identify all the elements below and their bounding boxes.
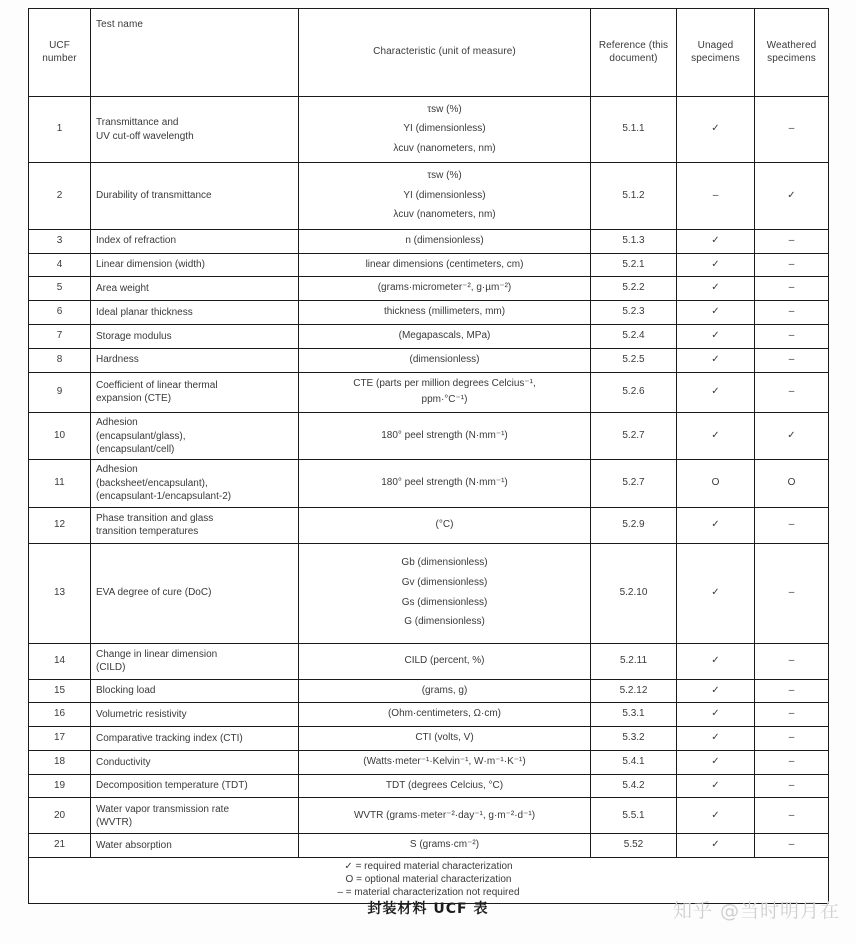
header-reference-line2: (this xyxy=(648,39,669,51)
test-name-line: Durability of transmittance xyxy=(96,190,212,202)
characteristic-line: ppm·°C⁻¹) xyxy=(421,394,468,406)
characteristic-line: τsw (%) xyxy=(427,169,462,181)
header-ucf-number-line2: number xyxy=(42,52,77,64)
cell-test-name xyxy=(91,727,299,751)
table-body xyxy=(29,97,829,858)
cell-ucf-number: 20 xyxy=(29,798,91,834)
header-weathered-specimens xyxy=(755,9,829,97)
header-reference xyxy=(591,9,677,97)
characteristic-line: τsw (%) xyxy=(427,103,462,115)
cell-ucf-number: 21 xyxy=(29,834,91,858)
cell-ucf-number: 18 xyxy=(29,750,91,774)
cell-unaged-marker: ✓ xyxy=(677,703,755,727)
characteristic-line: thickness (millimeters, mm) xyxy=(383,306,506,318)
cell-unaged-marker: ✓ xyxy=(677,413,755,460)
cell-characteristic xyxy=(299,679,591,703)
table-row xyxy=(29,348,829,372)
characteristic-line: (Watts·meter⁻¹·Kelvin⁻¹, W·m⁻¹·K⁻¹) xyxy=(363,755,526,767)
ucf-table xyxy=(28,8,829,904)
cell-reference: 5.1.1 xyxy=(591,97,677,163)
cell-unaged-marker: ✓ xyxy=(677,774,755,798)
cell-characteristic xyxy=(299,774,591,798)
characteristic-line: YI (dimensionless) xyxy=(403,123,486,135)
cell-characteristic xyxy=(299,834,591,858)
legend-line: O = optional material characterization xyxy=(345,874,512,886)
cell-reference: 5.2.6 xyxy=(591,372,677,413)
cell-unaged-marker: ✓ xyxy=(677,301,755,325)
cell-characteristic xyxy=(299,253,591,277)
cell-ucf-number: 4 xyxy=(29,253,91,277)
cell-reference: 5.2.10 xyxy=(591,543,677,643)
cell-ucf-number: 6 xyxy=(29,301,91,325)
header-weathered-line1: Weathered xyxy=(766,39,817,51)
cell-reference: 5.2.1 xyxy=(591,253,677,277)
table-row xyxy=(29,703,829,727)
cell-ucf-number: 14 xyxy=(29,643,91,679)
cell-unaged-marker: ✓ xyxy=(677,798,755,834)
cell-weathered-marker: – xyxy=(755,97,829,163)
cell-test-name xyxy=(91,643,299,679)
header-ucf-number-line1: UCF xyxy=(49,39,70,51)
test-name-line: (CILD) xyxy=(96,662,126,673)
cell-test-name xyxy=(91,253,299,277)
characteristic-line: G (dimensionless) xyxy=(404,616,485,628)
test-name-line: Conductivity xyxy=(96,756,151,768)
test-name-line: Index of refraction xyxy=(96,235,177,247)
characteristic-line: WVTR (grams·meter⁻²·day⁻¹, g·m⁻²·d⁻¹) xyxy=(353,809,536,821)
cell-weathered-marker: – xyxy=(755,679,829,703)
table-row xyxy=(29,253,829,277)
header-reference-line1: Reference xyxy=(598,39,646,51)
cell-unaged-marker: ✓ xyxy=(677,372,755,413)
cell-ucf-number: 11 xyxy=(29,460,91,507)
cell-reference: 5.2.2 xyxy=(591,277,677,301)
characteristic-line: λcuv (nanometers, nm) xyxy=(393,209,496,221)
test-name-line: Area weight xyxy=(96,283,149,295)
cell-reference: 5.4.1 xyxy=(591,750,677,774)
cell-unaged-marker: ✓ xyxy=(677,229,755,253)
cell-test-name xyxy=(91,413,299,460)
legend-line: – = material characterization not required xyxy=(337,886,520,898)
cell-weathered-marker: – xyxy=(755,507,829,543)
cell-reference: 5.2.7 xyxy=(591,413,677,460)
watermark-text: 知乎 @当时明月在 xyxy=(672,900,840,922)
cell-reference: 5.52 xyxy=(591,834,677,858)
cell-ucf-number: 2 xyxy=(29,163,91,229)
cell-unaged-marker: ✓ xyxy=(677,277,755,301)
cell-test-name xyxy=(91,460,299,507)
cell-weathered-marker: – xyxy=(755,348,829,372)
cell-characteristic xyxy=(299,727,591,751)
cell-weathered-marker: – xyxy=(755,643,829,679)
cell-weathered-marker: – xyxy=(755,324,829,348)
header-ucf-number xyxy=(29,9,91,97)
cell-reference: 5.3.1 xyxy=(591,703,677,727)
cell-ucf-number: 1 xyxy=(29,97,91,163)
table-header xyxy=(29,9,829,97)
cell-ucf-number: 13 xyxy=(29,543,91,643)
cell-test-name xyxy=(91,324,299,348)
test-name-line: expansion (CTE) xyxy=(96,393,172,405)
table-row xyxy=(29,834,829,858)
characteristic-line: linear dimensions (centimeters, cm) xyxy=(365,258,524,270)
characteristic-line: (Ohm·centimeters, Ω·cm) xyxy=(387,708,502,720)
cell-characteristic xyxy=(299,798,591,834)
test-name-line: Change in linear dimension xyxy=(96,648,218,660)
header-unaged-line1: Unaged xyxy=(697,39,734,51)
cell-characteristic xyxy=(299,372,591,413)
cell-unaged-marker: ✓ xyxy=(677,750,755,774)
table-row xyxy=(29,727,829,751)
test-name-line: transition temperatures xyxy=(96,526,199,537)
test-name-line: Blocking load xyxy=(96,685,156,697)
cell-test-name xyxy=(91,774,299,798)
test-name-line: Volumetric resistivity xyxy=(96,709,187,720)
table-row xyxy=(29,324,829,348)
table-row xyxy=(29,460,829,507)
header-unaged-specimens xyxy=(677,9,755,97)
table-row xyxy=(29,774,829,798)
cell-ucf-number: 8 xyxy=(29,348,91,372)
characteristic-line: (dimensionless) xyxy=(409,353,480,365)
cell-ucf-number: 15 xyxy=(29,679,91,703)
characteristic-line: 180° peel strength (N·mm⁻¹) xyxy=(381,477,508,489)
characteristic-line: CILD (percent, %) xyxy=(404,654,485,666)
header-reference-line3: document) xyxy=(609,52,658,64)
cell-weathered-marker: O xyxy=(755,460,829,507)
cell-characteristic xyxy=(299,507,591,543)
cell-characteristic xyxy=(299,163,591,229)
test-name-line: Decomposition temperature (TDT) xyxy=(96,780,248,792)
cell-characteristic xyxy=(299,413,591,460)
table-row xyxy=(29,97,829,163)
cell-characteristic xyxy=(299,643,591,679)
test-name-line: EVA degree of cure (DoC) xyxy=(96,587,212,599)
cell-weathered-marker: – xyxy=(755,703,829,727)
test-name-line: UV cut-off wavelength xyxy=(96,130,194,142)
cell-ucf-number: 5 xyxy=(29,277,91,301)
cell-reference: 5.2.4 xyxy=(591,324,677,348)
cell-characteristic xyxy=(299,229,591,253)
cell-ucf-number: 3 xyxy=(29,229,91,253)
characteristic-line: 180° peel strength (N·mm⁻¹) xyxy=(381,429,508,441)
figure-caption: 封装材料 UCF 表 xyxy=(367,901,489,917)
header-row xyxy=(29,9,829,97)
characteristic-line: Gb (dimensionless) xyxy=(401,556,488,568)
cell-unaged-marker: O xyxy=(677,460,755,507)
characteristic-line: (Megapascals, MPa) xyxy=(398,329,491,341)
cell-unaged-marker: – xyxy=(677,163,755,229)
cell-test-name xyxy=(91,301,299,325)
table-row xyxy=(29,643,829,679)
cell-test-name xyxy=(91,750,299,774)
table-row xyxy=(29,301,829,325)
table-row xyxy=(29,507,829,543)
test-name-line: Coefficient of linear thermal xyxy=(96,379,218,391)
header-characteristic xyxy=(299,9,591,97)
cell-characteristic xyxy=(299,97,591,163)
characteristic-line: TDT (degrees Celcius, °C) xyxy=(385,779,504,791)
header-weathered-line2: specimens xyxy=(767,52,816,64)
cell-weathered-marker: – xyxy=(755,277,829,301)
header-characteristic-line2: (unit of measure) xyxy=(438,46,516,58)
table-row xyxy=(29,163,829,229)
legend-line: ✓ = required material characterization xyxy=(344,861,513,873)
cell-reference: 5.2.3 xyxy=(591,301,677,325)
cell-weathered-marker: – xyxy=(755,372,829,413)
cell-weathered-marker: – xyxy=(755,834,829,858)
test-name-line: (encapsulant/cell) xyxy=(96,443,175,455)
cell-ucf-number: 19 xyxy=(29,774,91,798)
cell-weathered-marker: ✓ xyxy=(755,163,829,229)
cell-reference: 5.1.2 xyxy=(591,163,677,229)
cell-ucf-number: 10 xyxy=(29,413,91,460)
header-unaged-line2: specimens xyxy=(691,52,740,64)
test-name-line: Adhesion xyxy=(96,464,138,476)
cell-test-name xyxy=(91,703,299,727)
characteristic-line: S (grams·cm⁻²) xyxy=(409,839,480,851)
cell-weathered-marker: – xyxy=(755,798,829,834)
cell-test-name xyxy=(91,798,299,834)
cell-unaged-marker: ✓ xyxy=(677,253,755,277)
test-name-line: Hardness xyxy=(96,354,139,366)
cell-characteristic xyxy=(299,703,591,727)
cell-test-name xyxy=(91,543,299,643)
test-name-line: Water absorption xyxy=(96,840,172,852)
cell-characteristic xyxy=(299,301,591,325)
cell-weathered-marker: – xyxy=(755,229,829,253)
characteristic-line: CTE (parts per million degrees Celcius⁻¹, xyxy=(353,377,536,389)
cell-ucf-number: 17 xyxy=(29,727,91,751)
table-row xyxy=(29,277,829,301)
cell-test-name xyxy=(91,229,299,253)
cell-unaged-marker: ✓ xyxy=(677,679,755,703)
cell-unaged-marker: ✓ xyxy=(677,97,755,163)
cell-unaged-marker: ✓ xyxy=(677,643,755,679)
cell-weathered-marker: – xyxy=(755,727,829,751)
cell-weathered-marker: – xyxy=(755,253,829,277)
cell-weathered-marker: – xyxy=(755,750,829,774)
characteristic-line: (°C) xyxy=(435,518,454,530)
cell-characteristic xyxy=(299,277,591,301)
cell-characteristic xyxy=(299,348,591,372)
cell-characteristic xyxy=(299,750,591,774)
cell-test-name xyxy=(91,348,299,372)
cell-test-name xyxy=(91,97,299,163)
cell-test-name xyxy=(91,507,299,543)
cell-characteristic xyxy=(299,324,591,348)
test-name-line: Linear dimension (width) xyxy=(96,259,205,271)
test-name-line: (backsheet/encapsulant), xyxy=(96,477,208,489)
cell-reference: 5.2.12 xyxy=(591,679,677,703)
test-name-line: Water vapor transmission rate xyxy=(96,803,230,815)
characteristic-line: λcuv (nanometers, nm) xyxy=(393,143,496,155)
cell-unaged-marker: ✓ xyxy=(677,543,755,643)
cell-reference: 5.2.11 xyxy=(591,643,677,679)
cell-unaged-marker: ✓ xyxy=(677,834,755,858)
cell-reference: 5.2.7 xyxy=(591,460,677,507)
cell-reference: 5.1.3 xyxy=(591,229,677,253)
test-name-line: (WVTR) xyxy=(96,816,133,828)
table-row xyxy=(29,679,829,703)
test-name-line: Comparative tracking index (CTI) xyxy=(96,732,243,744)
characteristic-line: Gv (dimensionless) xyxy=(401,576,488,588)
cell-weathered-marker: ✓ xyxy=(755,413,829,460)
table-row xyxy=(29,750,829,774)
test-name-line: Storage modulus xyxy=(96,330,172,342)
test-name-line: Transmittance and xyxy=(96,117,179,129)
cell-ucf-number: 12 xyxy=(29,507,91,543)
cell-test-name xyxy=(91,372,299,413)
test-name-line: (encapsulant-1/encapsulant-2) xyxy=(96,491,232,503)
cell-ucf-number: 7 xyxy=(29,324,91,348)
cell-ucf-number: 9 xyxy=(29,372,91,413)
cell-weathered-marker: – xyxy=(755,543,829,643)
characteristic-line: Gs (dimensionless) xyxy=(401,596,488,608)
cell-test-name xyxy=(91,163,299,229)
cell-reference: 5.2.9 xyxy=(591,507,677,543)
cell-characteristic xyxy=(299,460,591,507)
characteristic-line: (grams, g) xyxy=(421,684,468,696)
header-test-name: Test name xyxy=(91,9,299,97)
test-name-line: Phase transition and glass xyxy=(96,512,214,524)
test-name-line: (encapsulant/glass), xyxy=(96,430,186,442)
characteristic-line: YI (dimensionless) xyxy=(403,189,486,201)
table-row xyxy=(29,372,829,413)
cell-reference: 5.2.5 xyxy=(591,348,677,372)
table-row xyxy=(29,798,829,834)
test-name-line: Ideal planar thickness xyxy=(96,306,193,318)
table-row xyxy=(29,413,829,460)
table-row xyxy=(29,229,829,253)
cell-unaged-marker: ✓ xyxy=(677,348,755,372)
cell-test-name xyxy=(91,277,299,301)
cell-reference: 5.3.2 xyxy=(591,727,677,751)
cell-characteristic xyxy=(299,543,591,643)
cell-unaged-marker: ✓ xyxy=(677,324,755,348)
cell-reference: 5.5.1 xyxy=(591,798,677,834)
cell-unaged-marker: ✓ xyxy=(677,727,755,751)
characteristic-line: (grams·micrometer⁻², g·µm⁻²) xyxy=(377,282,512,294)
cell-test-name xyxy=(91,679,299,703)
cell-weathered-marker: – xyxy=(755,301,829,325)
cell-test-name xyxy=(91,834,299,858)
characteristic-line: CTI (volts, V) xyxy=(415,732,474,744)
cell-unaged-marker: ✓ xyxy=(677,507,755,543)
ucf-table-container xyxy=(28,8,828,904)
cell-reference: 5.4.2 xyxy=(591,774,677,798)
table-row xyxy=(29,543,829,643)
cell-ucf-number: 16 xyxy=(29,703,91,727)
header-characteristic-line1: Characteristic xyxy=(373,46,436,58)
test-name-line: Adhesion xyxy=(96,417,138,429)
cell-weathered-marker: – xyxy=(755,774,829,798)
characteristic-line: n (dimensionless) xyxy=(405,234,484,246)
